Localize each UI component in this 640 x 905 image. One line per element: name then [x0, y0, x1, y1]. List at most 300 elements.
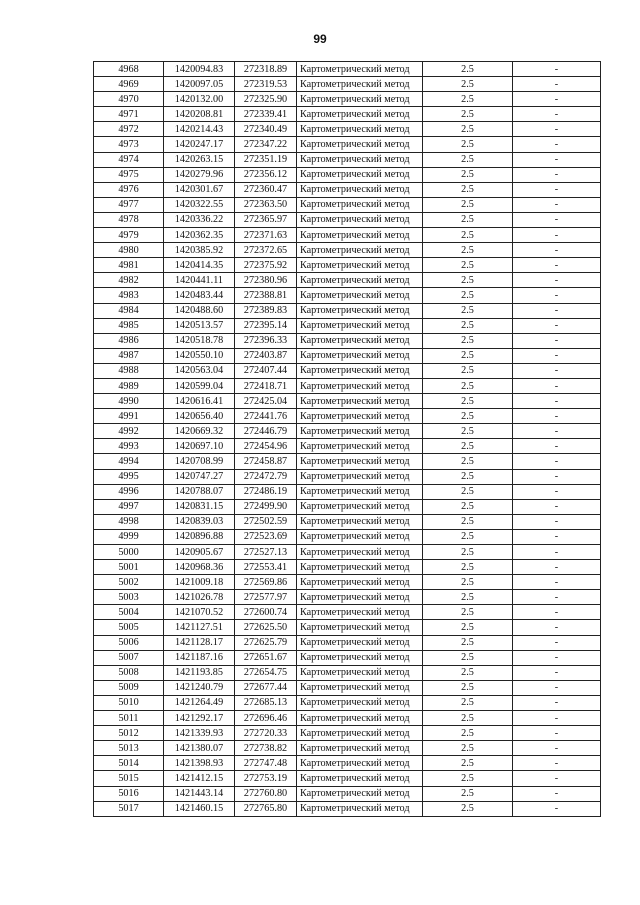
point-number-cell: 4998 [94, 514, 164, 529]
accuracy-cell: 2.5 [423, 167, 513, 182]
x-coordinate-cell: 1420968.36 [164, 560, 235, 575]
point-number-cell: 5016 [94, 786, 164, 801]
method-cell: Картометрический метод [297, 786, 423, 801]
method-cell: Картометрический метод [297, 197, 423, 212]
accuracy-cell: 2.5 [423, 605, 513, 620]
table-row [94, 786, 601, 801]
y-coordinate-cell: 272396.33 [235, 333, 297, 348]
point-number-cell: 4980 [94, 243, 164, 258]
x-coordinate-cell: 1420132.00 [164, 92, 235, 107]
method-cell: Картометрический метод [297, 650, 423, 665]
y-coordinate-cell: 272458.87 [235, 454, 297, 469]
table-row [94, 348, 601, 363]
accuracy-cell: 2.5 [423, 197, 513, 212]
x-coordinate-cell: 1421460.15 [164, 801, 235, 816]
point-number-cell: 4992 [94, 424, 164, 439]
x-coordinate-cell: 1420441.11 [164, 273, 235, 288]
description-cell: - [513, 801, 601, 816]
x-coordinate-cell: 1421412.15 [164, 771, 235, 786]
point-number-cell: 5003 [94, 590, 164, 605]
point-number-cell: 4989 [94, 378, 164, 393]
x-coordinate-cell: 1420896.88 [164, 529, 235, 544]
accuracy-cell: 2.5 [423, 212, 513, 227]
y-coordinate-cell: 272486.19 [235, 484, 297, 499]
table-row [94, 590, 601, 605]
accuracy-cell: 2.5 [423, 575, 513, 590]
accuracy-cell: 2.5 [423, 62, 513, 77]
method-cell: Картометрический метод [297, 771, 423, 786]
accuracy-cell: 2.5 [423, 137, 513, 152]
method-cell: Картометрический метод [297, 575, 423, 590]
method-cell: Картометрический метод [297, 439, 423, 454]
accuracy-cell: 2.5 [423, 318, 513, 333]
point-number-cell: 4971 [94, 107, 164, 122]
point-number-cell: 5009 [94, 680, 164, 695]
x-coordinate-cell: 1421380.07 [164, 741, 235, 756]
table-row [94, 122, 601, 137]
y-coordinate-cell: 272569.86 [235, 575, 297, 590]
accuracy-cell: 2.5 [423, 394, 513, 409]
description-cell: - [513, 152, 601, 167]
method-cell: Картометрический метод [297, 243, 423, 258]
accuracy-cell: 2.5 [423, 77, 513, 92]
y-coordinate-cell: 272677.44 [235, 680, 297, 695]
y-coordinate-cell: 272472.79 [235, 469, 297, 484]
point-number-cell: 4986 [94, 333, 164, 348]
x-coordinate-cell: 1420513.57 [164, 318, 235, 333]
description-cell: - [513, 378, 601, 393]
y-coordinate-cell: 272760.80 [235, 786, 297, 801]
description-cell: - [513, 695, 601, 710]
description-cell: - [513, 620, 601, 635]
y-coordinate-cell: 272403.87 [235, 348, 297, 363]
method-cell: Картометрический метод [297, 560, 423, 575]
description-cell: - [513, 228, 601, 243]
x-coordinate-cell: 1420550.10 [164, 348, 235, 363]
table-row [94, 394, 601, 409]
x-coordinate-cell: 1420656.40 [164, 409, 235, 424]
method-cell: Картометрический метод [297, 756, 423, 771]
accuracy-cell: 2.5 [423, 635, 513, 650]
table-row [94, 801, 601, 816]
accuracy-cell: 2.5 [423, 152, 513, 167]
description-cell: - [513, 514, 601, 529]
method-cell: Картометрический метод [297, 424, 423, 439]
accuracy-cell: 2.5 [423, 424, 513, 439]
table-row [94, 650, 601, 665]
table-row [94, 680, 601, 695]
method-cell: Картометрический метод [297, 499, 423, 514]
method-cell: Картометрический метод [297, 303, 423, 318]
accuracy-cell: 2.5 [423, 409, 513, 424]
method-cell: Картометрический метод [297, 514, 423, 529]
method-cell: Картометрический метод [297, 363, 423, 378]
x-coordinate-cell: 1420214.43 [164, 122, 235, 137]
description-cell: - [513, 243, 601, 258]
accuracy-cell: 2.5 [423, 348, 513, 363]
table-row [94, 545, 601, 560]
y-coordinate-cell: 272360.47 [235, 182, 297, 197]
x-coordinate-cell: 1421026.78 [164, 590, 235, 605]
method-cell: Картометрический метод [297, 469, 423, 484]
x-coordinate-cell: 1420208.81 [164, 107, 235, 122]
table-row [94, 484, 601, 499]
point-number-cell: 4968 [94, 62, 164, 77]
accuracy-cell: 2.5 [423, 665, 513, 680]
y-coordinate-cell: 272351.19 [235, 152, 297, 167]
y-coordinate-cell: 272425.04 [235, 394, 297, 409]
accuracy-cell: 2.5 [423, 711, 513, 726]
y-coordinate-cell: 272625.79 [235, 635, 297, 650]
description-cell: - [513, 786, 601, 801]
table-row [94, 152, 601, 167]
point-number-cell: 4987 [94, 348, 164, 363]
point-number-cell: 4990 [94, 394, 164, 409]
table-row [94, 454, 601, 469]
y-coordinate-cell: 272625.50 [235, 620, 297, 635]
y-coordinate-cell: 272651.67 [235, 650, 297, 665]
table-row [94, 62, 601, 77]
table-row [94, 469, 601, 484]
x-coordinate-cell: 1421187.16 [164, 650, 235, 665]
table-row [94, 560, 601, 575]
table-row [94, 228, 601, 243]
x-coordinate-cell: 1420669.32 [164, 424, 235, 439]
method-cell: Картометрический метод [297, 167, 423, 182]
y-coordinate-cell: 272696.46 [235, 711, 297, 726]
point-number-cell: 4996 [94, 484, 164, 499]
coordinates-table [93, 61, 601, 817]
method-cell: Картометрический метод [297, 741, 423, 756]
accuracy-cell: 2.5 [423, 590, 513, 605]
description-cell: - [513, 167, 601, 182]
description-cell: - [513, 484, 601, 499]
point-number-cell: 5011 [94, 711, 164, 726]
point-number-cell: 5017 [94, 801, 164, 816]
y-coordinate-cell: 272365.97 [235, 212, 297, 227]
point-number-cell: 4982 [94, 273, 164, 288]
description-cell: - [513, 333, 601, 348]
y-coordinate-cell: 272765.80 [235, 801, 297, 816]
description-cell: - [513, 711, 601, 726]
point-number-cell: 5004 [94, 605, 164, 620]
description-cell: - [513, 409, 601, 424]
y-coordinate-cell: 272356.12 [235, 167, 297, 182]
y-coordinate-cell: 272347.22 [235, 137, 297, 152]
method-cell: Картометрический метод [297, 288, 423, 303]
accuracy-cell: 2.5 [423, 182, 513, 197]
accuracy-cell: 2.5 [423, 378, 513, 393]
method-cell: Картометрический метод [297, 228, 423, 243]
description-cell: - [513, 424, 601, 439]
x-coordinate-cell: 1420097.05 [164, 77, 235, 92]
description-cell: - [513, 77, 601, 92]
x-coordinate-cell: 1420279.96 [164, 167, 235, 182]
method-cell: Картометрический метод [297, 152, 423, 167]
method-cell: Картометрический метод [297, 258, 423, 273]
accuracy-cell: 2.5 [423, 333, 513, 348]
table-row [94, 107, 601, 122]
description-cell: - [513, 212, 601, 227]
point-number-cell: 5013 [94, 741, 164, 756]
accuracy-cell: 2.5 [423, 288, 513, 303]
description-cell: - [513, 303, 601, 318]
point-number-cell: 4977 [94, 197, 164, 212]
description-cell: - [513, 741, 601, 756]
table-row [94, 333, 601, 348]
method-cell: Картометрический метод [297, 333, 423, 348]
table-body [94, 62, 601, 817]
method-cell: Картометрический метод [297, 92, 423, 107]
table-row [94, 212, 601, 227]
x-coordinate-cell: 1420094.83 [164, 62, 235, 77]
y-coordinate-cell: 272339.41 [235, 107, 297, 122]
description-cell: - [513, 756, 601, 771]
accuracy-cell: 2.5 [423, 650, 513, 665]
table-row [94, 258, 601, 273]
point-number-cell: 5010 [94, 695, 164, 710]
point-number-cell: 5001 [94, 560, 164, 575]
description-cell: - [513, 348, 601, 363]
method-cell: Картометрический метод [297, 711, 423, 726]
point-number-cell: 4973 [94, 137, 164, 152]
y-coordinate-cell: 272407.44 [235, 363, 297, 378]
accuracy-cell: 2.5 [423, 258, 513, 273]
accuracy-cell: 2.5 [423, 92, 513, 107]
table-row [94, 363, 601, 378]
description-cell: - [513, 182, 601, 197]
accuracy-cell: 2.5 [423, 529, 513, 544]
description-cell: - [513, 605, 601, 620]
accuracy-cell: 2.5 [423, 786, 513, 801]
accuracy-cell: 2.5 [423, 303, 513, 318]
method-cell: Картометрический метод [297, 680, 423, 695]
point-number-cell: 4969 [94, 77, 164, 92]
method-cell: Картометрический метод [297, 212, 423, 227]
table-row [94, 303, 601, 318]
point-number-cell: 4995 [94, 469, 164, 484]
y-coordinate-cell: 272441.76 [235, 409, 297, 424]
description-cell: - [513, 650, 601, 665]
method-cell: Картометрический метод [297, 801, 423, 816]
x-coordinate-cell: 1420747.27 [164, 469, 235, 484]
y-coordinate-cell: 272371.63 [235, 228, 297, 243]
x-coordinate-cell: 1421292.17 [164, 711, 235, 726]
table-row [94, 605, 601, 620]
y-coordinate-cell: 272502.59 [235, 514, 297, 529]
accuracy-cell: 2.5 [423, 363, 513, 378]
x-coordinate-cell: 1420905.67 [164, 545, 235, 560]
point-number-cell: 5006 [94, 635, 164, 650]
point-number-cell: 4981 [94, 258, 164, 273]
method-cell: Картометрический метод [297, 348, 423, 363]
y-coordinate-cell: 272499.90 [235, 499, 297, 514]
point-number-cell: 4976 [94, 182, 164, 197]
method-cell: Картометрический метод [297, 378, 423, 393]
accuracy-cell: 2.5 [423, 499, 513, 514]
table-row [94, 378, 601, 393]
description-cell: - [513, 726, 601, 741]
description-cell: - [513, 62, 601, 77]
table-row [94, 499, 601, 514]
x-coordinate-cell: 1420599.04 [164, 378, 235, 393]
x-coordinate-cell: 1421127.51 [164, 620, 235, 635]
description-cell: - [513, 635, 601, 650]
method-cell: Картометрический метод [297, 545, 423, 560]
table-row [94, 514, 601, 529]
method-cell: Картометрический метод [297, 635, 423, 650]
description-cell: - [513, 590, 601, 605]
y-coordinate-cell: 272738.82 [235, 741, 297, 756]
page-number: 99 [313, 32, 327, 46]
accuracy-cell: 2.5 [423, 771, 513, 786]
x-coordinate-cell: 1420518.78 [164, 333, 235, 348]
table-row [94, 620, 601, 635]
method-cell: Картометрический метод [297, 182, 423, 197]
table-row [94, 439, 601, 454]
description-cell: - [513, 680, 601, 695]
method-cell: Картометрический метод [297, 77, 423, 92]
table-row [94, 711, 601, 726]
x-coordinate-cell: 1420788.07 [164, 484, 235, 499]
point-number-cell: 4979 [94, 228, 164, 243]
table-row [94, 575, 601, 590]
accuracy-cell: 2.5 [423, 439, 513, 454]
table-row [94, 741, 601, 756]
method-cell: Картометрический метод [297, 273, 423, 288]
point-number-cell: 4974 [94, 152, 164, 167]
accuracy-cell: 2.5 [423, 484, 513, 499]
point-number-cell: 4991 [94, 409, 164, 424]
x-coordinate-cell: 1421398.93 [164, 756, 235, 771]
y-coordinate-cell: 272654.75 [235, 665, 297, 680]
description-cell: - [513, 197, 601, 212]
table-row [94, 665, 601, 680]
table-row [94, 77, 601, 92]
point-number-cell: 4988 [94, 363, 164, 378]
description-cell: - [513, 499, 601, 514]
point-number-cell: 4994 [94, 454, 164, 469]
x-coordinate-cell: 1420616.41 [164, 394, 235, 409]
method-cell: Картометрический метод [297, 394, 423, 409]
description-cell: - [513, 363, 601, 378]
accuracy-cell: 2.5 [423, 756, 513, 771]
method-cell: Картометрический метод [297, 122, 423, 137]
description-cell: - [513, 575, 601, 590]
y-coordinate-cell: 272372.65 [235, 243, 297, 258]
x-coordinate-cell: 1420708.99 [164, 454, 235, 469]
table-row [94, 92, 601, 107]
point-number-cell: 5015 [94, 771, 164, 786]
accuracy-cell: 2.5 [423, 620, 513, 635]
point-number-cell: 5002 [94, 575, 164, 590]
description-cell: - [513, 258, 601, 273]
y-coordinate-cell: 272553.41 [235, 560, 297, 575]
x-coordinate-cell: 1421009.18 [164, 575, 235, 590]
description-cell: - [513, 665, 601, 680]
accuracy-cell: 2.5 [423, 801, 513, 816]
point-number-cell: 5014 [94, 756, 164, 771]
y-coordinate-cell: 272523.69 [235, 529, 297, 544]
table-row [94, 197, 601, 212]
accuracy-cell: 2.5 [423, 122, 513, 137]
description-cell: - [513, 122, 601, 137]
method-cell: Картометрический метод [297, 484, 423, 499]
x-coordinate-cell: 1420247.17 [164, 137, 235, 152]
x-coordinate-cell: 1421193.85 [164, 665, 235, 680]
x-coordinate-cell: 1420385.92 [164, 243, 235, 258]
description-cell: - [513, 318, 601, 333]
point-number-cell: 4983 [94, 288, 164, 303]
table-row [94, 409, 601, 424]
description-cell: - [513, 529, 601, 544]
point-number-cell: 4999 [94, 529, 164, 544]
description-cell: - [513, 137, 601, 152]
x-coordinate-cell: 1420414.35 [164, 258, 235, 273]
method-cell: Картометрический метод [297, 62, 423, 77]
table-row [94, 771, 601, 786]
table-row [94, 424, 601, 439]
table-row [94, 318, 601, 333]
x-coordinate-cell: 1421070.52 [164, 605, 235, 620]
point-number-cell: 5005 [94, 620, 164, 635]
x-coordinate-cell: 1421264.49 [164, 695, 235, 710]
y-coordinate-cell: 272363.50 [235, 197, 297, 212]
method-cell: Картометрический метод [297, 605, 423, 620]
table-row [94, 167, 601, 182]
description-cell: - [513, 560, 601, 575]
description-cell: - [513, 288, 601, 303]
x-coordinate-cell: 1420362.35 [164, 228, 235, 243]
y-coordinate-cell: 272753.19 [235, 771, 297, 786]
x-coordinate-cell: 1420488.60 [164, 303, 235, 318]
y-coordinate-cell: 272340.49 [235, 122, 297, 137]
x-coordinate-cell: 1420263.15 [164, 152, 235, 167]
point-number-cell: 4985 [94, 318, 164, 333]
accuracy-cell: 2.5 [423, 695, 513, 710]
description-cell: - [513, 92, 601, 107]
accuracy-cell: 2.5 [423, 741, 513, 756]
table-row [94, 273, 601, 288]
accuracy-cell: 2.5 [423, 107, 513, 122]
method-cell: Картометрический метод [297, 318, 423, 333]
y-coordinate-cell: 272395.14 [235, 318, 297, 333]
x-coordinate-cell: 1420322.55 [164, 197, 235, 212]
y-coordinate-cell: 272325.90 [235, 92, 297, 107]
x-coordinate-cell: 1420563.04 [164, 363, 235, 378]
method-cell: Картометрический метод [297, 454, 423, 469]
y-coordinate-cell: 272375.92 [235, 258, 297, 273]
y-coordinate-cell: 272747.48 [235, 756, 297, 771]
accuracy-cell: 2.5 [423, 228, 513, 243]
accuracy-cell: 2.5 [423, 545, 513, 560]
point-number-cell: 5007 [94, 650, 164, 665]
description-cell: - [513, 771, 601, 786]
y-coordinate-cell: 272527.13 [235, 545, 297, 560]
method-cell: Картометрический метод [297, 409, 423, 424]
description-cell: - [513, 439, 601, 454]
y-coordinate-cell: 272600.74 [235, 605, 297, 620]
accuracy-cell: 2.5 [423, 680, 513, 695]
point-number-cell: 4978 [94, 212, 164, 227]
point-number-cell: 5012 [94, 726, 164, 741]
y-coordinate-cell: 272446.79 [235, 424, 297, 439]
table-row [94, 288, 601, 303]
x-coordinate-cell: 1421443.14 [164, 786, 235, 801]
accuracy-cell: 2.5 [423, 273, 513, 288]
method-cell: Картометрический метод [297, 620, 423, 635]
y-coordinate-cell: 272389.83 [235, 303, 297, 318]
